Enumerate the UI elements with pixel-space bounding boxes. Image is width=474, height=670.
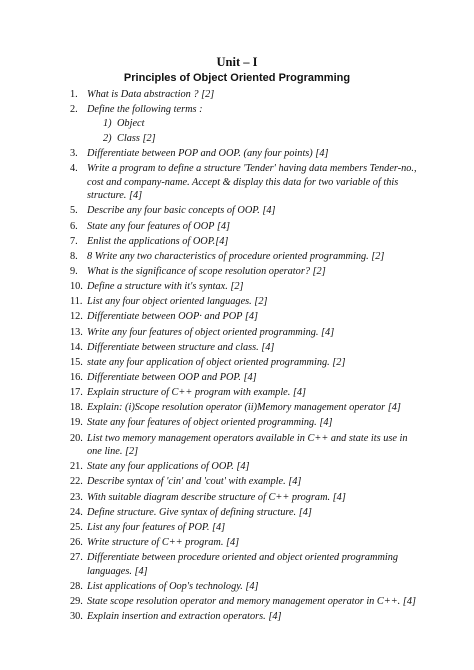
question-text: Define a structure with it's syntax. [2] <box>87 281 244 293</box>
question-item <box>70 432 418 459</box>
question-text: Differentiate between procedure oriented and object oriented programming languages. [4] <box>87 552 399 577</box>
question-text: 8 Write any two characteristics of procedure oriented programming. [2] <box>87 250 385 262</box>
question-item <box>70 416 418 430</box>
question-item <box>70 295 418 309</box>
question-list <box>70 88 418 625</box>
question-number: 2. <box>70 104 78 116</box>
question-number: 12. <box>70 311 83 323</box>
question-item <box>70 147 418 161</box>
question-text: Explain: (i)Scope resolution operator (ii)Memory management operator [4] <box>87 402 401 414</box>
question-text: Describe syntax of 'cin' and 'cout' with example. [4] <box>87 476 302 488</box>
question-text: Describe any four basic concepts of OOP. [4] <box>87 205 276 217</box>
question-text: Differentiate between POP and OOP. (any four points) [4] <box>87 148 329 160</box>
question-text: Write any four features of object oriented programming. [4] <box>87 326 335 338</box>
question-item <box>70 491 418 505</box>
question-text: State any four applications of OOP. [4] <box>87 461 250 473</box>
question-item <box>70 551 418 578</box>
question-text: With suitable diagram describe structure of C++ program. [4] <box>87 491 346 503</box>
question-text: Define structure. Give syntax of defining structure. [4] <box>87 506 312 518</box>
question-item <box>70 475 418 489</box>
question-item <box>70 356 418 370</box>
question-text: Explain insertion and extraction operators. [4] <box>87 611 282 623</box>
question-number: 4. <box>70 163 78 175</box>
question-item <box>70 280 418 294</box>
question-item <box>70 386 418 400</box>
question-text: State any four features of object oriented programming. [4] <box>87 417 333 429</box>
question-number: 5. <box>70 205 78 217</box>
question-number: 6. <box>70 220 78 232</box>
question-item <box>70 521 418 535</box>
question-text: What is Data abstraction ? [2] <box>87 89 215 100</box>
question-number: 24. <box>70 506 83 518</box>
question-item <box>70 610 418 624</box>
question-item <box>70 204 418 218</box>
question-text: Differentiate between OOP and POP. [4] <box>87 372 257 384</box>
question-number: 21. <box>70 461 83 473</box>
question-item <box>70 341 418 355</box>
question-number: 30. <box>70 611 83 623</box>
question-text: State any four features of OOP [4] <box>87 220 231 232</box>
question-text: Differentiate between OOP· and POP [4] <box>87 311 259 323</box>
question-item <box>70 265 418 279</box>
question-number: 18. <box>70 402 83 414</box>
question-text: List applications of Oop's technology. [4] <box>87 580 259 592</box>
question-number: 20. <box>70 432 83 444</box>
question-number: 15. <box>70 356 83 368</box>
question-number: 13. <box>70 326 83 338</box>
question-item <box>70 310 418 324</box>
sub-question-item <box>103 132 418 146</box>
sub-question-list <box>87 117 418 146</box>
question-number: 17. <box>70 387 83 399</box>
sub-question-text: Object <box>117 117 145 129</box>
question-text: Explain structure of C++ program with example. [4] <box>87 387 307 399</box>
question-number: 8. <box>70 250 78 262</box>
question-number: 11. <box>70 296 83 308</box>
question-item <box>70 220 418 234</box>
unit-title: Unit – I <box>216 55 258 69</box>
question-text: List two memory management operators available in C++ and state its use in one line. [2] <box>87 432 408 458</box>
question-text: List any four features of POP. [4] <box>87 521 226 533</box>
question-number: 14. <box>70 341 83 353</box>
question-item <box>70 250 418 264</box>
question-text: Write structure of C++ program. [4] <box>87 537 240 549</box>
question-item <box>70 371 418 385</box>
question-text: Enlist the applications of OOP.[4] <box>87 235 229 247</box>
question-item <box>70 326 418 340</box>
question-item <box>70 506 418 520</box>
question-text: state any four application of object oriented programming. [2] <box>87 356 346 368</box>
question-text: Write a program to define a structure 'Tender' having data members Tender-no., cost and company-name. Accept & display this data for two variable of this structure. [4] <box>87 163 417 202</box>
question-item <box>70 536 418 550</box>
question-item <box>70 580 418 594</box>
question-number: 25. <box>70 521 83 533</box>
question-text: What is the significance of scope resolution operator? [2] <box>87 266 326 278</box>
question-number: 3. <box>70 148 78 160</box>
question-number: 9. <box>70 266 78 278</box>
question-item <box>70 460 418 474</box>
sub-question-number: 2) <box>103 132 112 144</box>
subject-title: Principles of Object Oriented Programming <box>123 72 351 84</box>
question-item <box>70 595 418 609</box>
question-item <box>70 162 418 203</box>
sub-question-item <box>103 117 418 131</box>
question-number: 7. <box>70 235 78 247</box>
question-number: 28. <box>70 580 83 592</box>
question-item <box>70 401 418 415</box>
question-number: 29. <box>70 596 83 608</box>
question-number: 1. <box>70 89 78 100</box>
question-number: 23. <box>70 491 83 503</box>
question-item <box>70 103 418 145</box>
question-text: State scope resolution operator and memory management operator in C++. [4] <box>87 596 416 608</box>
question-text: List any four object oriented languages. [2] <box>87 296 268 308</box>
question-text: Differentiate between structure and class. [4] <box>87 341 275 353</box>
sub-question-number: 1) <box>103 117 112 129</box>
sub-question-text: Class [2] <box>117 132 156 144</box>
question-item <box>70 235 418 249</box>
question-number: 26. <box>70 537 83 549</box>
question-number: 10. <box>70 281 83 293</box>
question-number: 22. <box>70 476 83 488</box>
question-number: 19. <box>70 417 83 429</box>
question-number: 16. <box>70 372 83 384</box>
question-number: 27. <box>70 552 83 564</box>
question-item <box>70 88 418 102</box>
question-text: Define the following terms : <box>87 104 203 116</box>
